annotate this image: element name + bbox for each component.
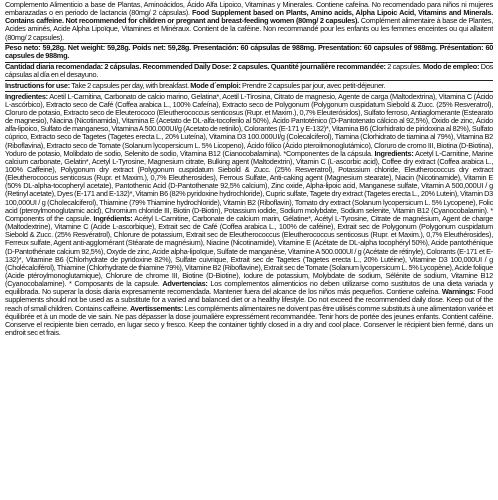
warnings-fr-text: Les compléments alimentaires ne doivent pas être utilisés comme substituts à une alimentation variée et équilibrée et à un mode de vie sain. Ne pas dépasser la dose journalière expressément recommandée. Tenir hors de portée des jeunes enfants. Contient caféine.	[5, 303, 494, 321]
ingredients-en-text: Acetyl L-Carnitine, Marine calcium carbonate, Gelatin*, Acetyl L-Tyrosine, Magnesium citrate, Bulking agent (Maltodextrin), Vitamin C (L-ascorbic acid), Coffee dry extract (Coffea arabica L., 100% Caffeine), Polygonum dry extract (Polygonum cuspidatum Siebold & Zucc. (25% Resveratrol), Potassium chloride, Eleutherococcus dry extract (Eleutherococcus senticosus (Rupr. et Maxim.), 0,7% Eleutherosides), Ferrous Sulfate, Anti-caking agent (Magnesium stearate), Niacin (Nicotinamide), Vitamin E (50% DL-alpha-tocopheryl acetate), Pantothenic Acid (D-Pantothenate 92,5% calcium), Zinc oxide, Alpha-lipoic acid, Manganese sulfate, Vitamin A 500,000UI / g (Retinyl acetate), Dyes (E-171 and E-132)*, Vitamin B6 (82% pyridoxine hydrochloride), Cupric sulfate, Tagete dry extract (Tagetes erecta L., 20% Lutein), Vitamin D3 100,000UI / g (Cholecalciferol), Thiamine (79% Thiamine hydrochloride), Vitamin B2 (Riboflavin), Tomato dry extract (Solanum lycopersicum L. 5% Lycopene), Folic acid (pteroylmonoglutamic acid), Chromium chloride III, Biotin (D-Biotin), Potassium iodide, Sodium molybdate, Sodium selenite, Vitamin B12 (Cyanocobalamin). * Components of the capsule.	[5, 148, 493, 223]
description-fr: Complément alimentaire à base de Plantes, Acides aminés, Acide Alpha Lipoïque, Vitamines et Minéraux. Contient de la caféine. Non recommandé pour les enfants ou les femmes enceintes ou qui allaitent (80mg/ 2 capsules).	[5, 16, 493, 42]
description-es: Complemento Alimenticio a base de Plantas, Aminoácidos, Ácido Alfa Lipoico, Vitaminas y Minerales. Contiene cafeína. No recomendado para niños ni mujeres embarazadas o en periodo de lactancia (80mg/ 2 cápsulas).	[5, 0, 493, 18]
ingredients-en-label: Ingredients:	[374, 148, 414, 158]
presentation-es-value: 60 cápsulas de 988mg.	[240, 43, 316, 53]
warnings-en-text: Food supplements should not be used as a substitute for a varied and balanced diet or a healthy lifestyle. Do not exceed the recommended daily dose. Keep out of the reach of small children. Contains caffeine.	[5, 287, 494, 313]
daily-dose-en-label: Recommended Daily Dose:	[142, 62, 232, 72]
presentation-en-value: 60 capsules of 988mg.	[363, 43, 438, 53]
ingredients-es-text: Acetil L-Carnitina, Carbonato de calcio marino, Gelatina*, Acetil L-Tirosina, Citrato de magnesio, Agente de carga (Maltodextrina), Vitamina C (Ácido L-ascórbico), Extracto seco de Café (Coffea arabica L., 100% Cafeína), Extracto seco de Polygonum (Polygonum cuspidatum Siebold & Zucc. (25% Resveratrol), Cloruro de potasio, Extracto seco de Eleuterococo (Eleutherococcus senticosus (Rupr. et Maxim.), 0,7% Eleuterósidos), Sulfato ferroso, Antiaglomerante (Estearato de magnesio), Niacina (Nicotinamida), Vitamina E (Acetato de DL-alfa-tocoferilo al 50%), Ácido Pantoténico (D-Pantotenato cálcico al 92,5%), Óxido de zinc, Ácido alfa-lipoico, Sulfato de manganeso, Vitamina A 500.000UI/g (Acetato de retinilo), Colorantes (E-171 y E-132)*, Vitamina B6 (Clorhidrato de piridoxina al 82%), Sulfato cúprico, Extracto seco de Tagetes (Tagetes erecta L., 20% Luteína), Vitamina D3 100.000UI/g (Colecalciferol), Tiamina (Clorhidrato de tiamina al 79%), Vitamina B2 (Riboflavina), Extracto seco de Tomate (Solanum lycopersicum L. 5% Licopeno), Ácido fólico (Ácido pteroilmonoglutámico), Cloruro de cromo III, Biotina (D-Biotina), Yoduro de potasio, Molibdato de sodio, Selenito de sodio, Vitamina B12 (Cianocobalamina). *Componentes de la cápsula.	[5, 91, 493, 158]
product-description	[5, 1, 493, 42]
presentation-fr-label: Présentation:	[439, 43, 484, 53]
warnings-es-text: Los complementos alimenticios no deben utilizarse como sustitutos de una dieta variada y equilibrada. No superar la dosis diaria expresamente recomendada. Mantener fuera del alcance de los niños más pequeños. Contiene cafeína.	[5, 279, 494, 297]
daily-dose-fr-label: Quantité journalière recommandée:	[270, 62, 386, 72]
instructions-section	[5, 82, 493, 90]
usage-es-text: Dos cápsulas al día en el desayuno.	[5, 62, 494, 80]
net-weight-en-value: 59,28g.	[107, 43, 131, 53]
warnings-es-label: Advertencias:	[162, 279, 208, 289]
usage-fr-label: Mode d´emploi:	[190, 80, 241, 90]
usage-fr-text: Prendre 2 capsules par jour, avec petit-déjeuner.	[242, 80, 386, 90]
dose-section	[5, 63, 493, 79]
warnings-fr-label: Avertissements:	[129, 303, 184, 313]
usage-es-label: Modo de empleo:	[423, 62, 480, 72]
daily-dose-es-label: Cantidad diaria recomendada:	[5, 62, 103, 72]
daily-dose-fr-value: 2 capsules.	[387, 62, 422, 72]
net-weight-es-value: 59,28g.	[42, 43, 66, 53]
weights-section	[5, 44, 493, 60]
daily-dose-es-value: 2 cápsulas.	[104, 62, 142, 72]
ingredients-es-label: Ingredientes:	[5, 91, 48, 101]
net-weight-fr-value: 59,28g.	[167, 43, 191, 53]
ingredients-fr-text: Acétyl L-Carnitine, Carbonate de calcium marin, Gélatine*, Acétyl L-Tyrosine, Citrate de magnésium, Agent de charge (Maltodextrine), Vitamine C (Acide L-ascorbique), Extrait sec de Café (Coffea arabica L., 100% de caféine), Extrait sec de Polygonum (Polygonum cuspidatum Siebold & Zucc. (25% Resvératrol), Chlorure de potassium, Extrait sec de Eleutherococcus (Eleutherococcus senticosus (Rupr. et Maxim.), 0,7% Eleuthérosides), Ferreux sulfate, Agent anti-agglomérant (Stéarate de magnésium), Niacine (Nicotinamide), Vitamine E (Acétate de DL-alpha tocophéryl 50%), Acide pantothénique (D-Pantothénate calcium 92,5%), Oxyde de zinc, Acide alpha-lipoïque, Sulfate de manganèse, Vitamine A 500.000UI / g (Acétate de rétinyle), Colorants (E-171 et E-132)*, Vitamine B6 (Chlorhydrate de pyridoxine 82%), Sulfate cuivrique, Extrait sec de Tagetes (Tagetes erecta L., 20% Lutéine), Vitamine D3 100,000UI / g (Cholécalciférol), Thiamine (Chlorhydrate de thiamine 79%), Vitamine B2 (Riboflavine), Extrait sec de Tomate (Solanum lycopersicum L. 5% Lycopène), Acide folique (Acide ptéroylmonoglutamique), Chlorure de chrome III, Biotine (D-Biotine), Iodure de potassium, Molybdate de sodium, Sélénite de sodium, Vitamine B12 (Cyanocobalamine). * Composants de la capsule.	[5, 213, 494, 289]
daily-dose-en-value: 2 capsules.	[232, 62, 270, 72]
storage-es-text: Conserve el recipiente bien cerrado, en lugar seco y fresco.	[5, 319, 187, 329]
net-weight-en-label: Net weight:	[67, 43, 105, 53]
ingredients-fr-label: Ingrédients:	[93, 213, 133, 223]
presentation-es-label: Presentación:	[193, 43, 239, 53]
description-en: Food Supplement based on Plants, Amino acids, Alpha Lipoic Acid, Vitamins and Minerals. Contains caffeine. Not recommended for children or pregnant and breast-feeding women (80mg/ 2 capsules).	[5, 8, 493, 26]
usage-en-label: Instructions for use:	[5, 80, 70, 90]
presentation-fr-value: 60 capsules de 988mg.	[5, 43, 494, 61]
ingredients-section	[5, 93, 493, 338]
warnings-en-label: Warnings:	[441, 287, 476, 297]
storage-fr-text: Conserver le récipient bien fermé, dans un endroit sec et frais.	[5, 319, 494, 338]
presentation-en-label: Presentation:	[317, 43, 362, 53]
storage-en-text: Keep the container tightly closed in a dry and cool place.	[188, 319, 362, 329]
net-weight-fr-label: Poids net:	[132, 43, 166, 53]
net-weight-es-label: Peso neto:	[5, 43, 41, 53]
usage-en-text: Take 2 capsules per day, with breakfast.	[71, 80, 189, 90]
